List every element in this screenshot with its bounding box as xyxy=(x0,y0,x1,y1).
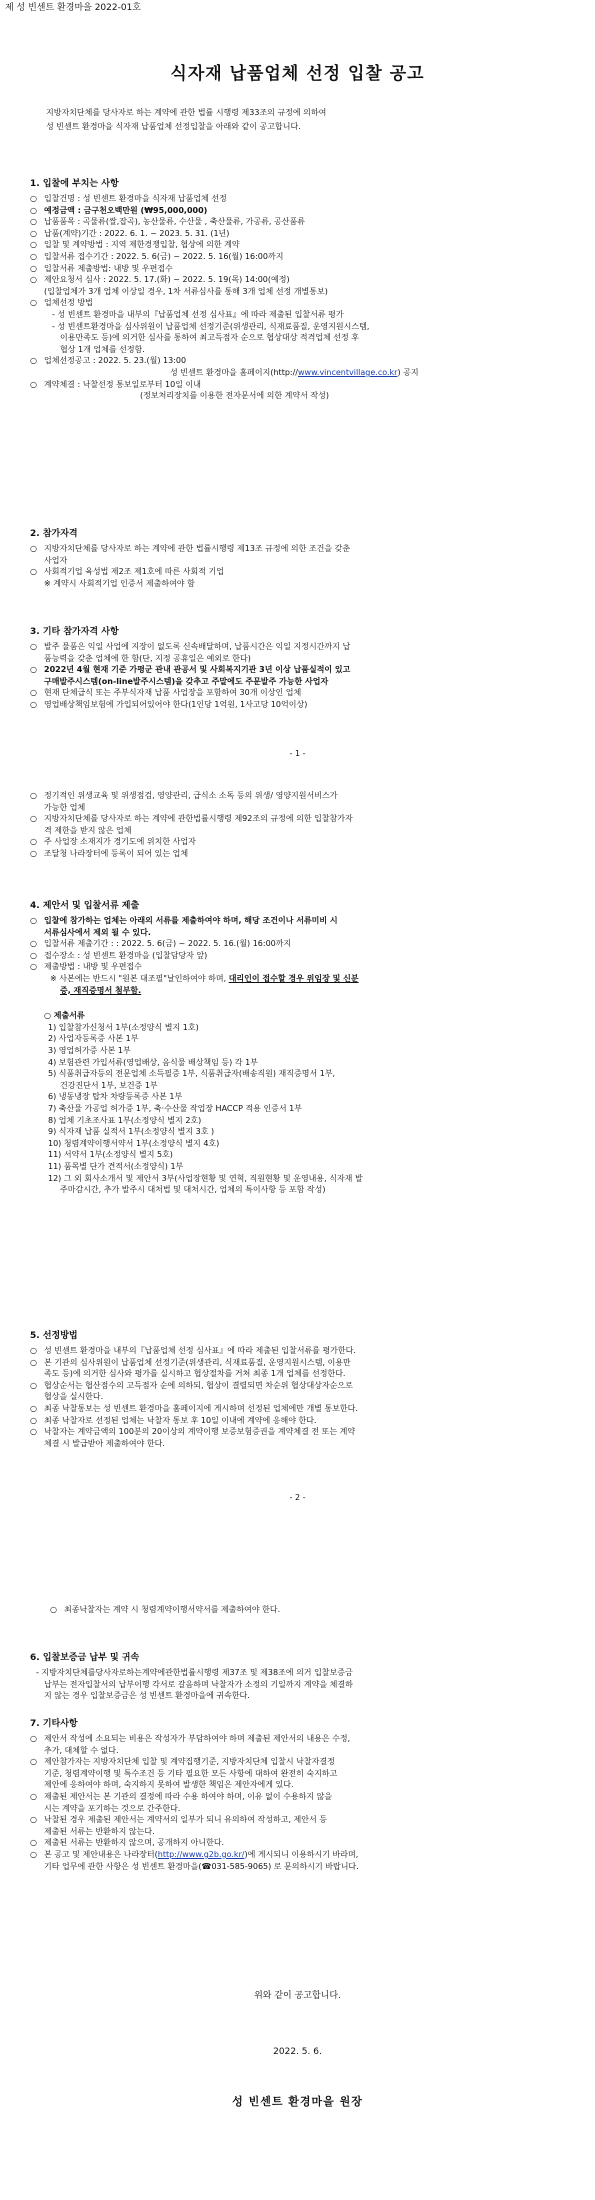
list-item: ○ 제안참가자는 지방자치단체 입찰 및 계약집행기준, 지방자치단체 입찰시 낙찰자결정 xyxy=(30,1757,335,1767)
list-item: ○ 계약체결 : 낙찰선정 통보일로부터 10일 이내 xyxy=(30,379,201,389)
list-item: ○ 발주 물품은 익일 사업에 지장이 없도록 신속배달하며, 납품시간은 익일 지정시간까지 납 xyxy=(30,642,351,652)
list-item: 11) 서약서 1부(소정양식 별지 5호) xyxy=(48,1150,173,1160)
list-item: 9) 식자재 납품 실적서 1부(소정양식 별지 3호 ) xyxy=(48,1127,215,1137)
page-title: 식자재 납품업체 선정 입찰 공고 xyxy=(170,64,425,84)
list-item-cont: 기타 업무에 관한 사항은 성 빈센트 환경마을(☎031-585-9065) 로 문의하시기 바랍니다. xyxy=(44,1861,359,1871)
list-item-cont: 서류심사에서 제외 될 수 있다. xyxy=(44,927,151,937)
list-item: ○ 낙찰된 경우 제출된 제안서는 계약서의 일부가 되니 유의하여 작성하고, 제안서 등 xyxy=(30,1815,327,1825)
list-item: ○ 제출방법 : 내방 및 우편접수 xyxy=(30,962,142,972)
list-item: 10) 청렴계약이행서약서 1부(소정양식 별지 4호) xyxy=(48,1138,220,1148)
list-item: ○ 2022년 4월 현재 기준 가평군 관내 관공서 및 사회복지기관 3년 이상 납품실적이 있고 xyxy=(30,665,351,675)
closing-line: 위와 같이 공고합니다. xyxy=(254,1991,341,2001)
list-item: ○ 입찰서류 제출기간 : : 2022. 5. 6(금) ~ 2022. 5. 16.(월) 16:00까지 xyxy=(30,939,292,949)
list-item: 6) 냉동냉장 탑차 차량등록증 사본 1부 xyxy=(48,1092,183,1102)
list-item: ○ 입찰서류 접수기간 : 2022. 5. 6(금) ~ 2022. 5. 16(월) 16:00까지 xyxy=(30,252,284,262)
list-item-cont: 기준, 청렴계약이행 및 특수조건 등 기타 필요한 모든 사항에 대하여 완전히 숙지하고 xyxy=(44,1768,338,1778)
list-item: 1) 입찰참가신청서 1부(소정양식 별지 1호) xyxy=(48,1022,199,1032)
list-item: ○ 납품품목 : 곡물류(쌀,잡곡), 농산물류, 수산물 , 축산물류, 가공류, 공산품류 xyxy=(30,217,305,227)
g2b-link[interactable]: http://www.g2b.go.kr/ xyxy=(157,1849,245,1859)
list-item: - 지방자치단체를당사자로하는계약에관한법률시행령 제37조 및 제38조에 의거 입찰보증금 xyxy=(36,1668,353,1678)
list-item-cont: 주마감시간, 추가 발주시 대처법 및 대처시간, 업체의 특이사항 등 포함 작성) xyxy=(60,1185,326,1195)
list-item: 3) 영업허가증 사본 1부 xyxy=(48,1045,131,1055)
page-number: - 1 - xyxy=(289,749,306,758)
intro-paragraph xyxy=(46,106,526,133)
list-item-cont: 격 제한을 받지 않은 업체 xyxy=(44,825,132,835)
list-item-cont: 협상 1개 업체를 선정함. xyxy=(60,344,145,354)
list-item: ○ 본 공고 및 제안내용은 나라장터(http://www.g2b.go.kr/)에 게시되니 이용하시기 바라며, xyxy=(30,1849,359,1859)
list-item: 11) 품목별 단가 견적서(소정양식) 1부 xyxy=(48,1161,184,1171)
list-item: ○ 제안요청서 심사 : 2022. 5. 17.(화) ~ 2022. 5. 19(목) 14:00(예정) xyxy=(30,275,290,285)
list-item-cont: - 성 빈센트 환경마을 내부의『납품업체 선정 심사표』에 따라 제출된 입찰서류 평가 xyxy=(52,309,344,319)
list-item: 2) 사업자등록증 사본 1부 xyxy=(48,1034,139,1044)
list-item: ○ 입찰에 참가하는 업체는 아래의 서류를 제출하여야 하며, 해당 조건이나 서류미비 시 xyxy=(30,916,338,926)
list-item: ○ 정기적인 위생교육 및 위생점검, 영양관리, 급식소 소독 등의 위생/ 영양지원서비스가 xyxy=(30,791,338,800)
list-item: ○ 접수장소 : 성 빈센트 환경마을 (입찰담당자 앞) xyxy=(30,950,208,960)
page-number: - 2 - xyxy=(289,1493,306,1502)
list-item: ○ 협상순서는 협산점수의 고득점자 순에 의하되, 협상이 결렬되면 차순위 협상대상자순으로 xyxy=(30,1380,353,1390)
section-heading: 7. 기타사항 xyxy=(30,1719,78,1729)
list-item: ○ 최종 낙찰통보는 성 빈센트 환경마을 홈페이지에 게시하며 선정된 업체에만 개별 통보한다. xyxy=(30,1404,358,1414)
intro-line: 성 빈센트 환경마을 식자재 납품업체 선정입찰을 아래와 같이 공고합니다. xyxy=(46,121,301,131)
intro-line: 지방자치단체를 당사자로 하는 계약에 관한 법률 시행령 제33조의 규정에 의하여 xyxy=(46,108,327,117)
list-item-cont: 족도 등)에 의거한 심사와 평가를 실시하고 협상절차를 거쳐 최종 1개 업체를 선정한다. xyxy=(44,1369,346,1379)
list-item: ○ 최종 낙찰자로 선정된 업체는 낙찰자 통보 후 10일 이내에 계약에 응해야 한다. xyxy=(30,1415,317,1425)
section-submission xyxy=(30,900,550,1196)
list-item-cont: 추가, 대체할 수 없다. xyxy=(44,1745,119,1755)
list-item: ○ 성 빈센트 환경마을 내부의『납품업체 선정 심사표』에 따라 제출된 입찰서류를 평가한다. xyxy=(30,1346,356,1356)
note: ※ 사본에는 반드시 "원본 대조필"날인하여야 하며, 대리인이 접수할 경우 위임장 및 신분 xyxy=(50,974,359,984)
note-cont: 증, 재직증명서 첨부함. xyxy=(60,985,142,995)
list-item: ○ 조달청 나라장터에 등록이 되어 있는 업체 xyxy=(30,848,189,858)
list-item: ○ 지방자치단체를 당사자로 하는 계약에 관한 법률시행령 제13조 규정에 의한 조건을 갖춘 xyxy=(30,544,351,554)
list-item-cont: (입찰업체가 3개 업체 이상일 경우, 1차 서류심사를 통해 3개 업체 선정 개별통보) xyxy=(44,286,328,296)
list-item-cont: 건강진단서 1부, 보건증 1부 xyxy=(60,1080,158,1090)
note: ※ 계약시 사회적기업 인증서 제출하여야 함 xyxy=(44,578,195,588)
signature: 성 빈센트 환경마을 원장 xyxy=(232,2095,363,2108)
section-heading: 6. 입찰보증금 납부 및 귀속 xyxy=(30,1653,140,1663)
list-item: ○ 낙찰자는 계약금액의 100분의 20이상의 계약이행 보증보험증권을 계약체결 전 또는 계약 xyxy=(30,1427,356,1437)
list-item: ○ 본 기관의 심사위원이 납품업체 선정기준(위생관리, 식재료품질, 운영지원시스템, 이용만 xyxy=(30,1357,351,1367)
list-item-cont: 가능한 업체 xyxy=(44,802,86,812)
list-item: ○ 납품(계약)기간 : 2022. 6. 1. ~ 2023. 5. 31. (1년) xyxy=(30,228,230,238)
list-item: 8) 업체 기초조사표 1부(소정양식 별지 2호) xyxy=(48,1115,202,1125)
section-selection xyxy=(30,1330,550,1449)
list-item: ○ 입찰건명 : 성 빈센트 환경마을 식자재 납품업체 선정 xyxy=(30,194,227,204)
list-item: ○ 업체선정 방법 xyxy=(30,298,93,308)
list-item-cont: 제안에 응하여야 하며, 숙지하지 못하여 발생한 책임은 제안자에게 있다. xyxy=(44,1780,294,1790)
list-item-cont: 지 않는 경우 입찰보증금은 성 빈센트 환경마을에 귀속한다. xyxy=(44,1691,250,1701)
list-item-cont: - 성 빈센트환경마을 심사위원이 납품업체 선정기준(위생관리, 식재료품질, 운영지원시스템, xyxy=(52,321,370,331)
document-list xyxy=(30,1022,550,1196)
list-item-cont: 체결 시 발급받아 제출하여야 한다. xyxy=(44,1438,165,1448)
list-item-cont: 품능력을 갖춘 업체에 한 함(단, 지정 공휴일은 예외로 한다) xyxy=(44,653,251,663)
list-item-cont: 납부는 전자입찰서의 납부이행 각서로 갈음하며 낙찰자가 소정의 기일까지 계약을 체결하 xyxy=(44,1679,353,1689)
section-heading: 5. 선정방법 xyxy=(30,1331,78,1341)
list-item-cont: 이용만족도 등)에 의거한 심사를 통하여 최고득점자 순으로 협상대상 적격업체 선정 후 xyxy=(60,333,360,343)
list-item: ○ 현재 단체급식 또는 주부식자재 납품 사업장을 포함하여 30개 이상인 업체 xyxy=(30,688,302,698)
section-selection-cont xyxy=(50,1604,570,1616)
list-item: ○ 제출된 서류는 반환하지 않으며, 공개하지 아니한다. xyxy=(30,1838,225,1848)
section-other-eligibility-cont xyxy=(30,790,550,860)
list-item-cont: 제출된 서류는 반환하지 않는다. xyxy=(44,1826,155,1836)
section-misc xyxy=(30,1718,550,1872)
issue-date: 2022. 5. 6. xyxy=(273,2047,322,2057)
section-other-eligibility xyxy=(30,626,550,711)
list-item: ○ 업체선정공고 : 2022. 5. 23.(월) 13:00 xyxy=(30,356,187,366)
list-item: 5) 식품취급자등의 전문업체 소득필증 1부, 식품취급자(배송직원) 재직증명서 1부, xyxy=(48,1069,336,1079)
list-item-cont: (정보처리장치를 이용한 전자문서에 의한 계약서 작성) xyxy=(140,391,329,401)
list-item: ○ 입찰 및 계약방법 : 지역 제한경쟁입찰, 협상에 의한 계약 xyxy=(30,240,240,250)
list-item: ○ 지방자치단체를 당사자로 하는 계약에 관한법률시행령 제92조의 규정에 의한 입찰참가자 xyxy=(30,814,353,824)
list-item: 12) 그 외 회사소개서 및 제안서 3부(사업장현황 및 연혁, 직원현황 및 운영내용, 식자재 발 xyxy=(48,1173,363,1183)
list-item: ○ 입찰서류 제출방법: 내방 및 우편접수 xyxy=(30,263,173,273)
homepage-link[interactable]: www.vincentvillage.co.kr xyxy=(298,367,398,377)
section-deposit xyxy=(30,1652,550,1702)
list-item: ○ 영업배상책임보험에 가입되어있어야 한다(1인당 1억원, 1사고당 10억이상) xyxy=(30,700,308,710)
section-bid-items xyxy=(30,178,550,402)
section-eligibility xyxy=(30,528,550,589)
list-item: ○ 사회적기업 육성법 제2조 제1호에 따른 사회적 기업 xyxy=(30,567,224,577)
section-heading: 4. 제안서 및 입찰서류 제출 xyxy=(30,901,140,911)
document-number: 제 성 빈센트 환경마을 2022-01호 xyxy=(5,3,141,13)
list-item-cont: 시는 계약을 포기하는 것으로 간주한다. xyxy=(44,1803,181,1813)
list-item-cont: 성 빈센트 환경마을 홈페이지(http://www.vincentvillage.co.kr) 공지 xyxy=(170,367,419,377)
section-heading: 1. 입찰에 부치는 사항 xyxy=(30,179,119,189)
sub-heading: ○ 제출서류 xyxy=(44,1011,85,1021)
section-heading: 2. 참가자격 xyxy=(30,529,78,539)
list-item: ○ 제출된 제안서는 본 기관의 결정에 따라 수용 하여야 하며, 이유 없이 수용하지 않을 xyxy=(30,1792,333,1802)
section-heading: 3. 기타 참가자격 사항 xyxy=(30,627,119,637)
list-item-cont: 협상을 실시한다. xyxy=(44,1392,104,1402)
list-item: ○ 예정금액 : 금구천오백만원 (₩95,000,000) xyxy=(30,205,208,215)
list-item: ○ 최종낙찰자는 계약 시 청렴계약이행서약서를 제출하여야 한다. xyxy=(50,1605,281,1614)
list-item: 7) 축산물 가공업 허가증 1부, 축·수산물 작업장 HACCP 적용 인증서 1부 xyxy=(48,1103,302,1113)
list-item: ○ 제안서 작성에 소요되는 비용은 작성자가 부담하여야 하며 제출된 제안서의 내용은 수정, xyxy=(30,1734,351,1744)
list-item: ○ 주 사업장 소재지가 경기도에 위치한 사업자 xyxy=(30,837,196,847)
list-item-cont: 구매발주시스템(on-line발주시스템)을 갖추고 주말에도 주문발주 가능한 사업자 xyxy=(44,676,329,686)
list-item: 4) 보험관련 가입서류(영업배상, 음식물 배상책임 등) 각 1부 xyxy=(48,1057,258,1067)
list-item-cont: 사업자 xyxy=(44,555,68,565)
